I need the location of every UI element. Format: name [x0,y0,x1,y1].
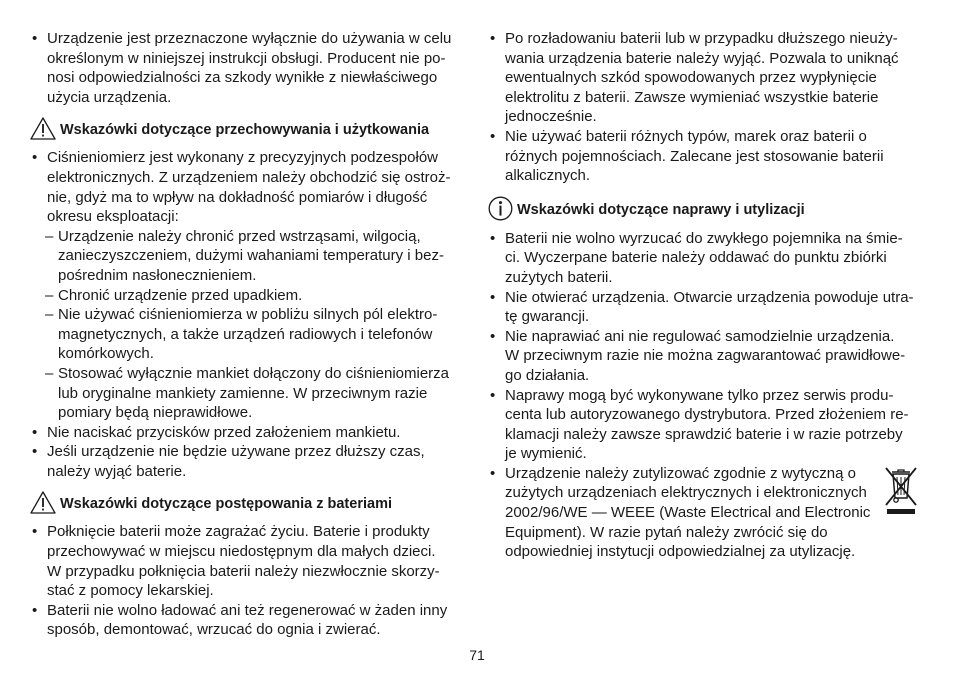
text-line: należy wyjąć baterie. [47,462,187,480]
warning-triangle-icon [30,117,56,140]
text-line: nie, gdyż ma to wpływ na dokładność pomiarów i długość [47,188,428,206]
text-line: wania urządzenia baterie należy wyjąć. Pozwala to uniknąć [505,49,899,67]
text-line: komórkowych. [58,345,154,363]
text-line: magnetycznych, a także urządzeń radiowych i telefonów [58,325,433,343]
text-line: centa lub autoryzowanego dystrybutora. Przed złożeniem re- [505,406,909,424]
text-line: – Nie używać ciśnieniomierza w pobliżu silnych pól elektro- [30,305,462,325]
text-line: odpowiedniej instytucji odpowiedzialnej za utylizację. [505,543,856,561]
text-line: zużytych urządzeniach elektrycznych i elektronicznych [505,484,867,502]
storage-heading [30,117,462,140]
text-line: jednocześnie. [505,108,597,126]
text-line: zanieczyszczeniem, dużymi wahaniami temperatury i bez- [58,247,444,265]
text-line: • Baterii nie wolno wyrzucać do zwykłego pojemnika na śmie- [488,229,924,249]
text-line: • Nie naciskać przycisków przed założeniem mankietu. [30,423,462,443]
battery-heading [30,491,462,514]
heading-text: Wskazówki dotyczące przechowywania i użytkowania [60,121,430,138]
heading-text: Wskazówki dotyczące postępowania z bateriami [60,495,392,512]
text-line: alkalicznych. [505,167,591,185]
bullet-discharge [488,29,924,127]
bullet-trash [488,229,924,288]
text-line: • Po rozładowaniu baterii lub w przypadku dłuższego nieuży- [488,29,924,49]
text-line: zużytych baterii. [505,268,613,286]
text-line: określonym w niniejszej instrukcji obsługi. Producent nie po- [47,49,446,67]
text-line: • Naprawy mogą być wykonywane tylko przez serwis produ- [488,386,924,406]
bullet-precision-components [30,148,462,226]
text-line: • Urządzenie jest przeznaczone wyłącznie do używania w celu [30,29,462,49]
bullet-swallow [30,522,462,600]
text-line: pomiary będą nieprawidłowe. [58,404,253,422]
text-line: lub oryginalne mankiety zamienne. W przeciwnym razie [58,384,428,402]
page-number: 71 [469,647,485,663]
text-line: elektronicznych. Z urządzeniem należy obchodzić się ostroż- [47,168,451,186]
heading-text: Wskazówki dotyczące naprawy i utylizacji [517,202,805,219]
text-line: • Baterii nie wolno ładować ani też regenerować w żaden inny [30,601,462,621]
text-line: użycia urządzenia. [47,88,172,106]
dash-item-cuff [30,364,462,423]
text-line: sposób, demontować, wrzucać do ognia i zwierać. [47,621,381,639]
bullet-repair [488,327,924,386]
left-column [30,29,462,640]
bullet-intended-use [30,29,462,107]
warning-triangle-icon [30,491,56,514]
dash-item-drop [30,286,462,306]
text-line: stać z pomocy lekarskiej. [47,582,214,600]
text-line: je wymienić. [505,445,587,463]
text-line: różnych pojemnościach. Zalecane jest stosowanie baterii [505,147,884,165]
text-line: • Nie używać baterii różnych typów, marek oraz baterii o [488,127,924,147]
text-line: – Urządzenie należy chronić przed wstrząsami, wilgocią, [30,227,462,247]
dash-item-protect [30,227,462,286]
text-line: • Urządzenie należy zutylizować zgodnie z wytyczną o [488,464,924,484]
bullet-service [488,386,924,464]
crossed-out-wheelie-bin-icon [884,465,918,515]
right-column [488,29,924,562]
bullet-open [488,288,924,327]
text-line: • Połknięcie baterii może zagrażać życiu. Baterie i produkty [30,522,462,542]
text-line: okresu eksploatacji: [47,208,179,226]
bullet-buttons [30,423,462,443]
text-line: 2002/96/WE — WEEE (Waste Electrical and Electronic [505,504,871,522]
repair-heading [488,196,924,221]
text-line: elektrolitu z baterii. Zawsze wymieniać wszystkie baterie [505,88,879,106]
text-line: • Ciśnieniomierz jest wykonany z precyzyjnych podzespołów [30,148,462,168]
text-line: ewentualnych szkód spowodowanych przez wypłynięcie [505,69,877,87]
text-line: ci. Wyczerpane baterie należy oddawać do punktu zbiórki [505,249,887,267]
text-line: • Nie naprawiać ani nie regulować samodzielnie urządzenia. [488,327,924,347]
text-line: pośrednim nasłonecznieniem. [58,266,257,284]
text-line: tę gwarancji. [505,308,590,326]
text-line: W przeciwnym razie nie można zagwarantować prawidłowe- [505,347,906,365]
text-line: W przypadku połknięcia baterii należy niezwłocznie skorzy- [47,562,440,580]
text-line: • Nie otwierać urządzenia. Otwarcie urządzenia powoduje utra- [488,288,924,308]
text-line: go działania. [505,366,590,384]
text-line: klamacji należy zawsze sprawdzić baterie i w razie potrzeby [505,425,903,443]
text-line: przechowywać w miejscu niedostępnym dla małych dzieci. [47,543,436,561]
bullet-long-storage [30,442,462,481]
info-circle-icon [488,196,513,221]
dash-item-magnetic [30,305,462,364]
bullet-weee [488,464,924,562]
text-line: – Stosować wyłącznie mankiet dołączony do ciśnieniomierza [30,364,462,384]
text-line: Equipment). W razie pytań należy zwrócić się do [505,523,828,541]
text-line: • Jeśli urządzenie nie będzie używane przez dłuższy czas, [30,442,462,462]
bullet-battery-types [488,127,924,186]
text-line: nosi odpowiedzialności za szkody wynikłe z niewłaściwego [47,69,438,87]
bullet-recharge [30,601,462,640]
text-line: – Chronić urządzenie przed upadkiem. [30,286,462,306]
